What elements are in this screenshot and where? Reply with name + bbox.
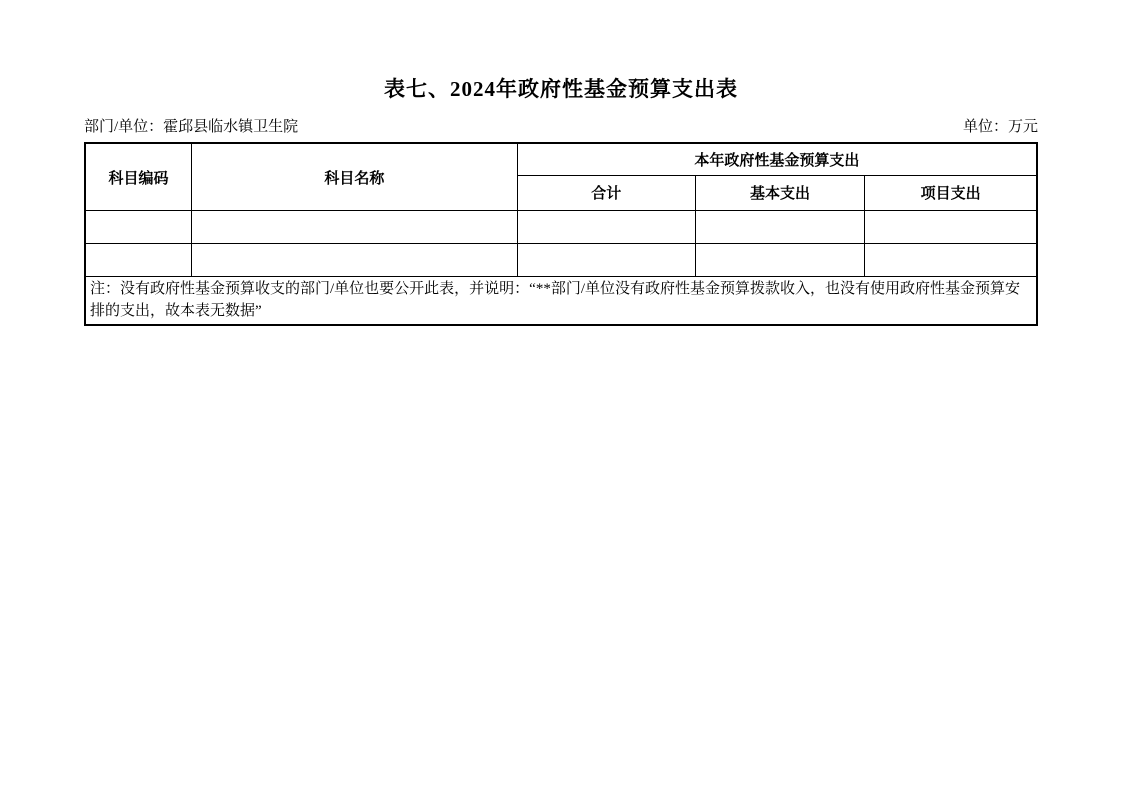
table-cell-project <box>865 210 1037 243</box>
budget-document-page <box>84 0 1038 326</box>
table-cell-code <box>85 210 192 243</box>
table-row <box>85 210 1037 243</box>
table-cell-total <box>517 243 695 276</box>
header-subject-name: 科目名称 <box>192 143 518 210</box>
budget-table <box>84 142 1038 326</box>
department-unit-label: 部门/单位：霍邱县临水镇卫生院 <box>84 119 299 136</box>
table-cell-project <box>865 243 1037 276</box>
table-cell-code <box>85 243 192 276</box>
table-cell-name <box>192 210 518 243</box>
header-project-expenditure: 项目支出 <box>865 175 1037 210</box>
note-cell: 注：没有政府性基金预算收支的部门/单位也要公开此表，并说明：“**部门/单位没有政府性基金预算拨款收入，也没有使用政府性基金预算安排的支出，故本表无数据” <box>85 276 1037 325</box>
table-cell-basic <box>695 243 864 276</box>
header-basic-expenditure: 基本支出 <box>695 175 864 210</box>
table-row <box>85 243 1037 276</box>
table-cell-total <box>517 210 695 243</box>
header-group-current-year-expenditure: 本年政府性基金预算支出 <box>517 143 1037 175</box>
note-row <box>85 276 1037 325</box>
header-subject-code: 科目编码 <box>85 143 192 210</box>
table-header-row-1 <box>85 143 1037 175</box>
header-total: 合计 <box>517 175 695 210</box>
unit-label: 单位：万元 <box>962 119 1038 136</box>
meta-row <box>84 118 1038 136</box>
table-cell-basic <box>695 210 864 243</box>
page-title: 表七、2024年政府性基金预算支出表 <box>384 77 738 101</box>
table-cell-name <box>192 243 518 276</box>
table-body <box>85 210 1037 276</box>
